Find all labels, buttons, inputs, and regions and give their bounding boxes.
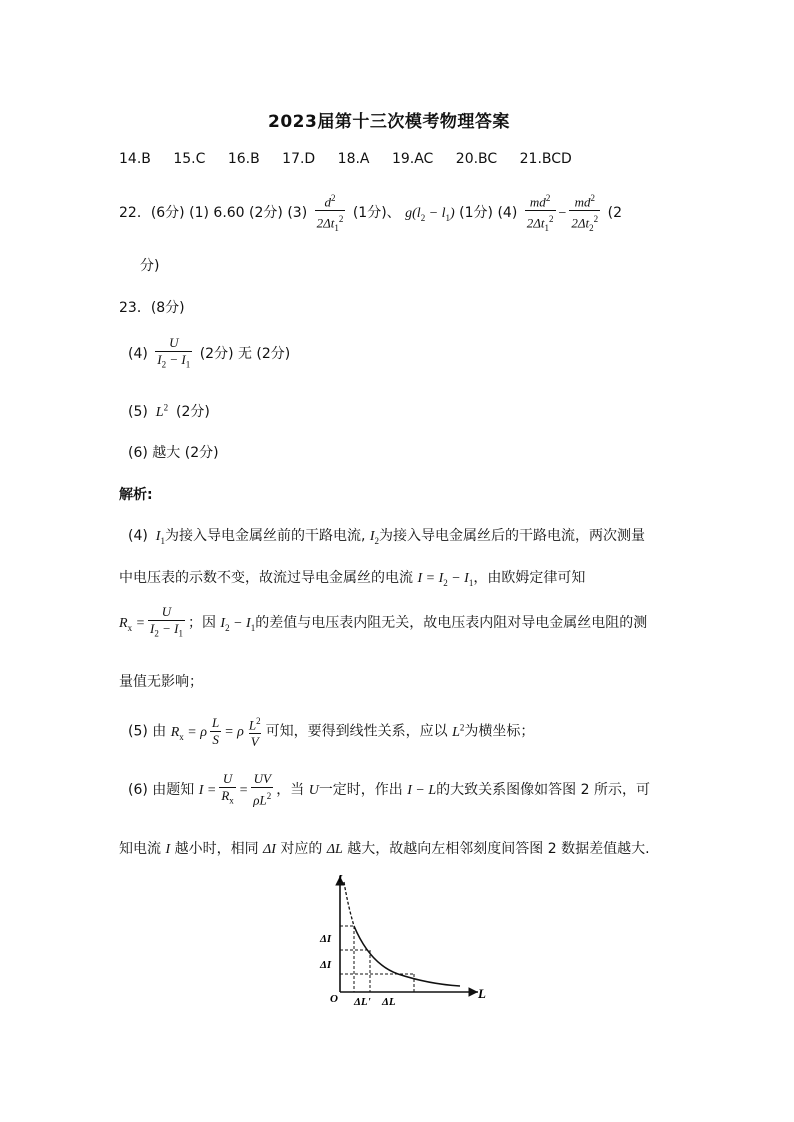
answer-15: 15.C [173,151,206,167]
dashed-guides [340,926,414,992]
q22-part3-score-b: (1分) [459,205,493,222]
formula-L2-over-V: $\frac{L^2}{V}$ [248,716,261,750]
formula-I-eq-I2-minus-I1: $I = I_2 - I_1$ [417,571,474,588]
analysis-l6-text-b: ，当 [276,781,305,798]
formula-L-squared: $L^2$ [152,402,169,420]
curve-dashed-part [344,882,354,926]
choice-answers [119,151,590,167]
q22-part1-label: (1) [189,205,209,222]
formula-L-squared-b: $L^2$ [452,722,465,740]
analysis-l1-text-a: 为接入导电金属丝前的干路电流, [164,528,366,544]
q22-part1-value: 6.60 [213,205,245,222]
q22-heading: 22．(6分) [119,205,185,222]
formula-I-minus-L: I − L [407,782,437,798]
analysis-line-5: (5) 由 $R_x = \rho$ $\frac{L}{S}$ = ρ $\frac{L^2}{V}$ 可知，要得到线性关系，应以 $L^2$为横坐标； [128,713,534,750]
analysis-l7-text-d: 越大，故越向左相邻刻度间答图 2 数据差值越大. [347,841,650,857]
analysis-line-1 [128,525,645,546]
origin-label: O [330,993,338,1005]
q23-part4-tail: (2分) 无 (2分) [199,345,291,362]
q23-part4-label: (4) [128,345,148,362]
delta-i-upper-label: ΔI [320,933,332,945]
analysis-l6-text-a: (6) 由题知 [128,781,195,798]
formula-I-eq: I = [198,782,217,798]
analysis-l2-text-a: 中电压表的示数不变，故流过导电金属丝的电流 [119,570,413,586]
q22-part1-score: (2分) [249,205,283,222]
x-axis-label: L [478,986,486,1001]
q22-part3-label: (3) [287,205,308,222]
analysis-l7-text-a: 知电流 [119,841,161,857]
answer-21: 21.BCD [519,151,572,167]
i-l-graph [318,868,498,1013]
page-title: 2023届第十三次模考物理答案 [268,112,510,132]
formula-I2-minus-I1: $I_2 - I_1$ [220,615,256,633]
delta-i-lower-label: ΔI [320,959,332,971]
formula-g-l2-minus-l1: $g(l_2 - l_1)$ [405,206,455,223]
analysis-line-2 [119,567,585,588]
q23-heading: 23．(8分) [119,300,185,316]
analysis-part4-label: (4) [128,528,148,544]
answer-17: 17.D [282,151,316,167]
answer-14: 14.B [119,151,151,167]
formula-d2-over-2dt1sq: $\frac{d^2}{2\Delta t_1^2}$ [315,190,346,236]
analysis-l3-text-a: ；因 [187,614,216,631]
q22-part3-score-a: (1分)、 [352,205,401,222]
formula-U-over-I2-minus-I1: $\frac{U}{I_2 - I_1}$ [155,335,192,373]
analysis-line-4: 量值无影响； [119,674,203,690]
formula-U-over-Rx: $\frac{U}{R_x}$ [219,771,235,809]
q23-part5-line [128,401,210,421]
analysis-l6-text-d: 的大致关系图像如答图 2 所示，可 [436,781,650,798]
q23-part5-tail: (2分) [176,404,210,420]
answer-18: 18.A [337,151,370,167]
analysis-l3-text-b: 的差值与电压表内阻无关，故电压表内阻对导电金属丝电阻的测 [255,614,648,631]
analysis-line-3 [119,604,647,642]
q23-part4-line [128,335,290,373]
analysis-l7-text-c: 对应的 [280,841,323,857]
analysis-line-7 [119,838,650,858]
analysis-l5-text-b: 可知，要得到线性关系，应以 [265,723,448,740]
analysis-l1-text-b: 为接入导电金属丝后的干路电流，两次测量 [379,528,646,544]
symbol-I2: $I_2$ [369,529,380,546]
analysis-l7-text-b: 越小时，相同 [174,841,259,857]
symbol-delta-I: ΔI [263,842,276,857]
answer-19: 19.AC [391,151,434,167]
analysis-line-6: (6) 由题知 I = $\frac{U}{R_x}$ = $\frac{UV}{\rho L^2}$ ，当 U一定时，作出 I − L的大致关系图像如答图 2 所示，可 [128,771,650,808]
formula-U-over-I2-minus-I1-b: $\frac{U}{I_2 - I_1}$ [148,604,185,642]
q22-score-continued: 分) [140,258,160,274]
answer-20: 20.BC [455,151,498,167]
y-axis-label: I [338,873,343,885]
formula-md2-over-2dt2sq: $\frac{md^2}{2\Delta t_2^2}$ [569,190,600,236]
formula-Rx-rho: $R_x = \rho$ [170,724,207,742]
analysis-l5-text-c: 为横坐标； [464,723,535,740]
delta-l-label: ΔL [382,996,396,1008]
formula-md2-over-2dt1sq: $\frac{md^2}{2\Delta t_1^2}$ [525,190,556,236]
answer-16: 16.B [227,151,260,167]
symbol-I1: $I_1$ [152,529,165,546]
analysis-l6-text-c: 一定时，作出 [318,781,403,798]
formula-Rx-eq: $R_x$ = [119,615,146,633]
q22-part4-label: (4) [497,205,518,222]
formula-UV-over-rhoL2: $\frac{UV}{\rho L^2}$ [253,771,272,808]
q22-part4-score: (2 [607,205,622,222]
symbol-U: U [308,782,319,798]
q22-line: 22．(6分) (1) 6.60 (2分) (3) $\frac{d^2}{2\Delta t_1^2}$ (1分)、 $g(l_2 - l_1)$ (1分) (4) $\frac{md^2}{2\Delta t_1^2}$ − $\frac{md^2}{2\Delta t_2^2}$ (2 [119,190,622,236]
symbol-I: I [165,842,171,857]
symbol-delta-L: ΔL [326,842,343,857]
delta-l-prime-label: ΔL' [354,996,371,1008]
analysis-heading: 解析: [119,487,153,503]
analysis-l5-text-a: (5) 由 [128,723,167,740]
q23-part5-label: (5) [128,404,148,420]
q23-part6-line: (6) 越大 (2分) [128,445,219,461]
analysis-l2-text-b: ，由欧姆定律可知 [473,570,586,586]
formula-L-over-S: $\frac{L}{S}$ [211,715,220,748]
